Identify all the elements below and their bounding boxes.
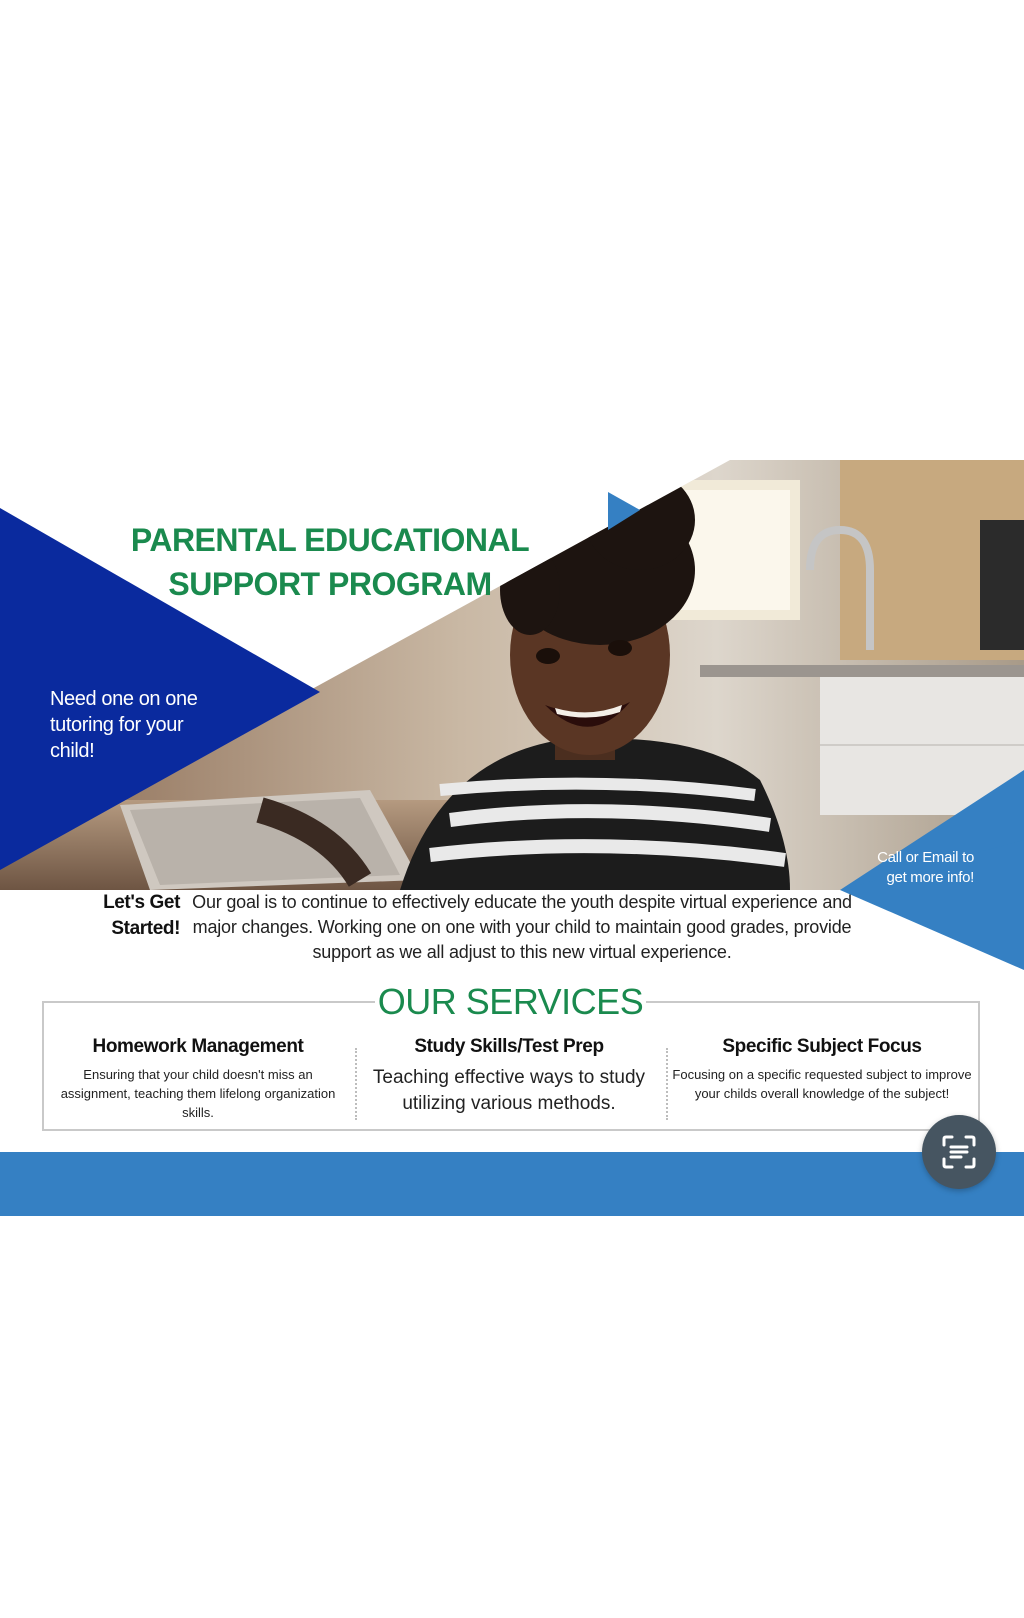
scan-text-button[interactable]	[922, 1115, 996, 1189]
service-divider	[355, 1048, 357, 1120]
service-homework	[56, 1035, 340, 1122]
services-rule-left	[42, 1001, 375, 1003]
title-line-2: SUPPORT PROGRAM	[168, 566, 492, 602]
service-title: Study Skills/Test Prep	[414, 1036, 604, 1057]
footer-bar	[0, 1152, 1024, 1216]
service-divider	[666, 1048, 668, 1120]
title-line-1: PARENTAL EDUCATIONAL	[130, 522, 530, 558]
goal-paragraph: Our goal is to continue to effectively educate the youth despite virtual experience and major changes. Working one on one with your child to maintain good grades, provide support as we all adjust to this new virtual experience.	[192, 892, 852, 962]
lets-get-started: Let's Get Started!	[103, 892, 180, 939]
service-description: Ensuring that your child doesn't miss an assignment, teaching them lifelong organization skills.	[60, 1067, 336, 1120]
program-title	[120, 518, 540, 606]
service-study-skills	[364, 1035, 654, 1117]
service-title: Homework Management	[92, 1036, 304, 1057]
need-tutoring-text: Need one on one tutoring for your child!	[50, 688, 198, 762]
scan-text-icon	[939, 1132, 979, 1172]
service-description: Focusing on a specific requested subject to improve your childs overall knowledge of the subject!	[672, 1067, 972, 1101]
services-rule-right	[646, 1001, 980, 1003]
service-description: Teaching effective ways to study utilizing various methods.	[372, 1067, 646, 1114]
services-heading: OUR SERVICES	[377, 981, 644, 1022]
service-title: Specific Subject Focus	[722, 1036, 922, 1057]
flyer-image	[0, 460, 1024, 1216]
call-email-text: Call or Email to get more info!	[877, 849, 974, 886]
service-subject-focus	[672, 1035, 972, 1103]
